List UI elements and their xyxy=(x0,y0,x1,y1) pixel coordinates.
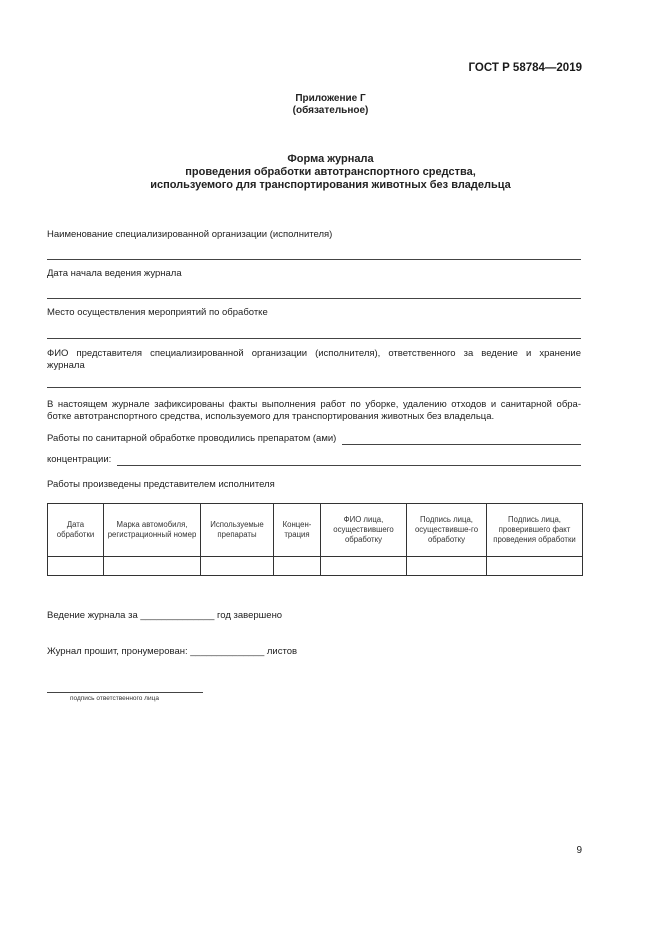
journal-table xyxy=(47,503,583,576)
binding-blank: ______________ xyxy=(190,646,265,657)
appendix-status: (обязательное) xyxy=(292,105,369,116)
performed-by-label: Работы произведены представителем исполнителя xyxy=(47,479,275,490)
header-performer-signature: Подпись лица, осуществивше-го обработку xyxy=(407,504,487,557)
representative-label-line1: ФИО представителя специализированной организации (исполнителя), ответственного за ведение и хранение xyxy=(47,348,581,359)
table-header-row xyxy=(48,504,583,557)
header-concentration: Концен-трация xyxy=(274,504,321,557)
header-preparations: Используемые препараты xyxy=(201,504,274,557)
header-inspector-signature: Подпись лица, проверившего факт проведения обработки xyxy=(487,504,583,557)
completion-blank: ______________ xyxy=(140,610,215,621)
form-title-line2: проведения обработки автотранспортного средства, xyxy=(185,166,476,178)
binding-prefix: Журнал прошит, пронумерован: xyxy=(47,646,188,657)
form-title-line3: используемого для транспортирования животных без владельца xyxy=(150,179,511,191)
table-cell xyxy=(407,557,487,576)
header-performer-name: ФИО лица, осуществившего обработку xyxy=(321,504,407,557)
completion-line xyxy=(47,610,282,622)
preparation-label: Работы по санитарной обработке проводились препаратом (ами) xyxy=(47,433,337,444)
appendix-title: Приложение Г xyxy=(295,93,366,104)
preparation-row xyxy=(47,433,581,445)
standard-number: ГОСТ Р 58784—2019 xyxy=(468,62,582,74)
representative-label-line2: журнала xyxy=(47,360,85,371)
organization-label: Наименование специализированной организации (исполнителя) xyxy=(47,229,333,240)
header-vehicle: Марка автомобиля, регистрационный номер xyxy=(104,504,201,557)
signature-line xyxy=(47,692,203,693)
page-number: 9 xyxy=(576,845,582,856)
header-date: Дата обработки xyxy=(48,504,104,557)
concentration-label: концентрации: xyxy=(47,454,112,465)
completion-suffix: год завершено xyxy=(217,610,283,621)
table-cell xyxy=(487,557,583,576)
representative-fill-line xyxy=(47,387,581,388)
concentration-row xyxy=(47,454,581,466)
signature-caption: подпись ответственного лица xyxy=(70,695,159,702)
start-date-label: Дата начала ведения журнала xyxy=(47,268,182,279)
location-fill-line xyxy=(47,338,581,339)
table-cell xyxy=(104,557,201,576)
table-row xyxy=(48,557,583,576)
concentration-fill-line xyxy=(117,456,581,466)
start-date-fill-line xyxy=(47,298,581,299)
statement-line2: ботке автотранспортного средства, используемого для транспортирования животных без владельца. xyxy=(47,411,495,422)
table-cell xyxy=(274,557,321,576)
location-label: Место осуществления мероприятий по обработке xyxy=(47,307,268,318)
binding-suffix: листов xyxy=(266,646,298,657)
form-title-line1: Форма журнала xyxy=(287,153,374,165)
table-cell xyxy=(48,557,104,576)
completion-prefix: Ведение журнала за xyxy=(47,610,138,621)
statement-line1: В настоящем журнале зафиксированы факты выполнения работ по уборке, удалению отходов и санитарной обра- xyxy=(47,399,581,410)
binding-line xyxy=(47,646,297,658)
table-cell xyxy=(201,557,274,576)
table-cell xyxy=(321,557,407,576)
preparation-fill-line xyxy=(342,435,581,445)
organization-fill-line xyxy=(47,259,581,260)
